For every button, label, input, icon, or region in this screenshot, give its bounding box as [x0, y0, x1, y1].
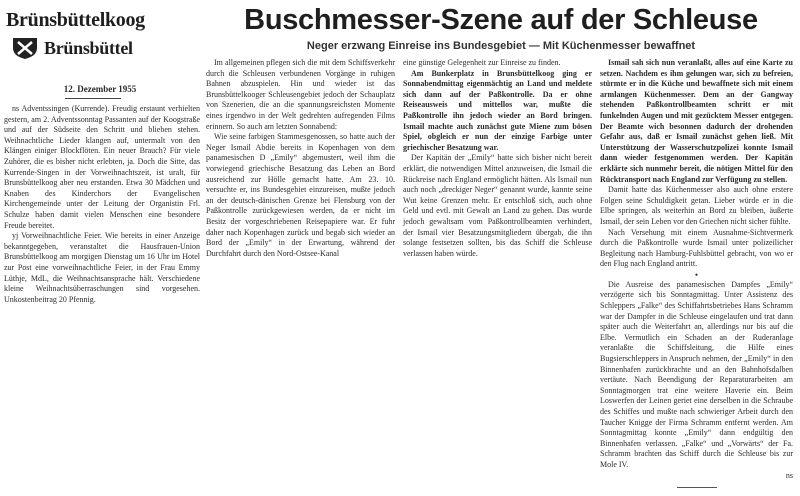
paragraph: eine günstige Gelegenheit zur Einreise zu finden.: [403, 58, 561, 67]
subheadline: Neger erzwang Einreise ins Bundesgebiet — Mit Küchenmesser bewaffnet: [306, 40, 696, 52]
paragraph: Damit hatte das Küchenmesser also auch ohne erstere Folgen seine Schuldigkeit getan. Lieber würde er in die Elbe springen, als weiterhin an Bord zu bleiben, äußerte Ismail, der sein Leben vor den Griechen nicht sicher fühlte.: [600, 185, 793, 226]
paragraph: yj Vorweihnachtliche Feier. Wie bereits in einer Anzeige bekanntgegeben, veranstaltet die Hausfrauen-Union Brunsbüttelkoog am morgigen Dienstag um 16 Uhr im Hotel zur Post eine vorweihnachtliche Feier, in der Frau Emmy Lüthje, MdL, die Weihnachtsansprache hält. Verschiedene kleine Weihnachtsüberraschungen sind vorgesehen. Unkostenbeitrag 20 Pfennig.: [4, 231, 200, 304]
issue-date: 12. Dezember 1955: [63, 84, 137, 94]
coat-of-arms-icon: [10, 36, 40, 60]
masthead-town: Brünsbüttel: [44, 38, 133, 58]
date-rule: [65, 98, 121, 99]
paragraph: Im allgemeinen pflegen sich die mit dem Schiffsverkehr durch die Schleusen verbundenen Vorgänge in ruhigen Bahnen abzuspielen. Hin und wieder ist das Brunsbüttelkooger Schleusengebiet jedoch der Schauplatz von Szenerien, die an die spannungsreichsten Momente eines irgendwo in der Welt gedrehten aufregenden Films erinnern. So auch am letzten Sonnabend:: [206, 58, 395, 131]
paragraph: Die Ausreise des panamesischen Dampfes „Emily“ verzögerte sich bis Sonntagmittag. Unter Assistenz des Schleppers „Falke“ des Schiffahrtsbetriebes Hans Schramm war der Dampfer in die Schleuse eingelaufen und trat dann später auch die Weiterfahrt an, allerdings nur bis auf die Elbe. Vermutlich ein Schaden an der Ruderanlage veranlaßte die Schiffsleitung, die Hilfe eines Bugsierschleppers in Anspruch nehmen, der „Emily“ in den Binnenhafen zurückbrachte und an den Bahnhofsdalben vertäute. Nach Beendigung der Reparaturarbeiten am Sonntagmorgen trat eine weitere Haverie ein. Beim Loswerfen der Leinen geriet eine derselben in die Schraube des Schiffes und mußte nach schwieriger Arbeit durch den Taucher Knigge der Firma Schramm entfernt werden. Am Sonntagmittag konnte „Emily“ dann endgültig den Binnenhafen verlassen. „Falke“ und „Vorwärts“ der Fa. Schramm brachten das Schiff durch die Schleuse bis zur Mole IV.: [600, 279, 793, 469]
article-column-1: [206, 58, 395, 259]
author-signature: ns: [785, 470, 793, 480]
local-news-column: [4, 104, 200, 305]
paragraph: Am Bunkerplatz in Brunsbüttelkoog ging er Sonnabendmittag eigenmächtig an Land und meldete sich dann auf der Paßkontrolle. Da er ohne Reiseausweis und mittellos war, mußte die Paßkontrolle ihn jedoch wieder an Bord bringen. Ismail machte auch zunächst gute Miene zum bösen Spiel, obgleich er nun der einzige Farbige unter griechischer Besatzung war.: [403, 68, 592, 152]
masthead-subtitle: [10, 36, 200, 60]
paragraph: Ismail sah sich nun veranlaßt, alles auf eine Karte zu setzen. Nachdem es ihm gelungen war, sich zu befreien, stürmte er in die Küche und bewaffnete sich mit einem armlangen Küchenmesser. Dem an der Gangway stehenden Paßkontrollbeamten schritt er mit funkelnden Augen und mit gezücktem Messer entgegen. Der Beamte wich besonnen dadurch der drohenden Gefahr aus, daß er Ismail zunächst gehen ließ. Mit Unterstützung der Wasserschutzpolizei konnte Ismail dann wieder festgenommen werden. Der Kapitän erklärte sich nunmehr bereit, die nötigen Mittel für den Rücktransport nach England zur Verfügung zu stellen.: [600, 58, 793, 184]
article-column-3: [600, 58, 793, 488]
article-column-2: [403, 58, 592, 259]
paragraph: Wie seine farbigen Stammesgenossen, so hatte auch der Neger Ismail Abdie bereits in Kopenhagen von dem panamesischen D „Emily“ abgemustert, weil ihm die vorwiegend griechische Besatzung das Leben an Bord ausreichend zur Hölle gemacht hatte. Am 23. 10. versuchte er, ins Bundesgebiet einzureisen, mußte jedoch an der deutsch-dänischen Grenze bei Flensburg von der Paßkontrolle zurückgewiesen werden, da er nicht im Besitz der vorgeschriebenen Reisepapiere war. Er fuhr daher nach Kopenhagen zurück und begab sich wieder an Bord der „Emily“ in der Erwartung, während der Durchfahrt durch den Nord-Ostsee-Kanal: [206, 132, 395, 258]
paragraph: Der Kapitän der „Emily“ hatte sich bisher nicht bereit erklärt, die notwendigen Mittel anzuweisen, die Ismail die Rückreise nach England ermöglicht hätten. Als Ismail nun auch noch „dreckiger Neger“ genannt wurde, kannte seine Wut keine Grenzen mehr. Er entschloß sich, auch ohne Geld und evtl. mit Gewalt an Land zu gehen. Das wurde jedoch gewaltsam vom Paßkontrollbeamten verhindert, der Ismail vier Besatzungsmitgliedern übergab, die ihn solange festsetzen sollten, bis das Schiff die Schleuse verlassen haben würde.: [403, 153, 592, 258]
masthead-title: Brünsbüttelkoog: [6, 9, 145, 31]
paragraph: ns Adventssingen (Kurrende). Freudig erstaunt verhielten gestern, am 2. Adventssonntag Passanten auf der Koogstraße und auf der Südseite den Schritt und blieben stehen. Weihnachtliche Lieder klangen auf, untermalt von den Klängen einiger Blockflöten. Ein neuer Brauch? Für viele Zuhörer, die es bisher nicht erlebten, ja. Doch die Sitte, das Kurrende-Singen in der Vorweihnachtszeit, ist uralt, für Brunsbüttelkoog aber neu erstanden. Etwa 30 Mädchen und Knaben des Kinderchors der Evangelischen Kirchengemeinde unter der Leitung der Organistin Frl. Schulze haben damit vielen Menschen eine besondere Freude bereitet.: [4, 104, 200, 230]
section-separator: •: [694, 269, 699, 280]
end-rule: [677, 487, 717, 488]
paragraph: Nach Versehung mit einem Ausnahme-Sichtvermerk durch die Paßkontrolle wurde Ismail unter polizeilicher Begleitung nach Hamburg-Fuhlsbüttel gebracht, von wo er den Flug nach England antritt.: [600, 227, 793, 269]
headline: Buschmesser-Szene auf der Schleuse: [244, 4, 758, 36]
